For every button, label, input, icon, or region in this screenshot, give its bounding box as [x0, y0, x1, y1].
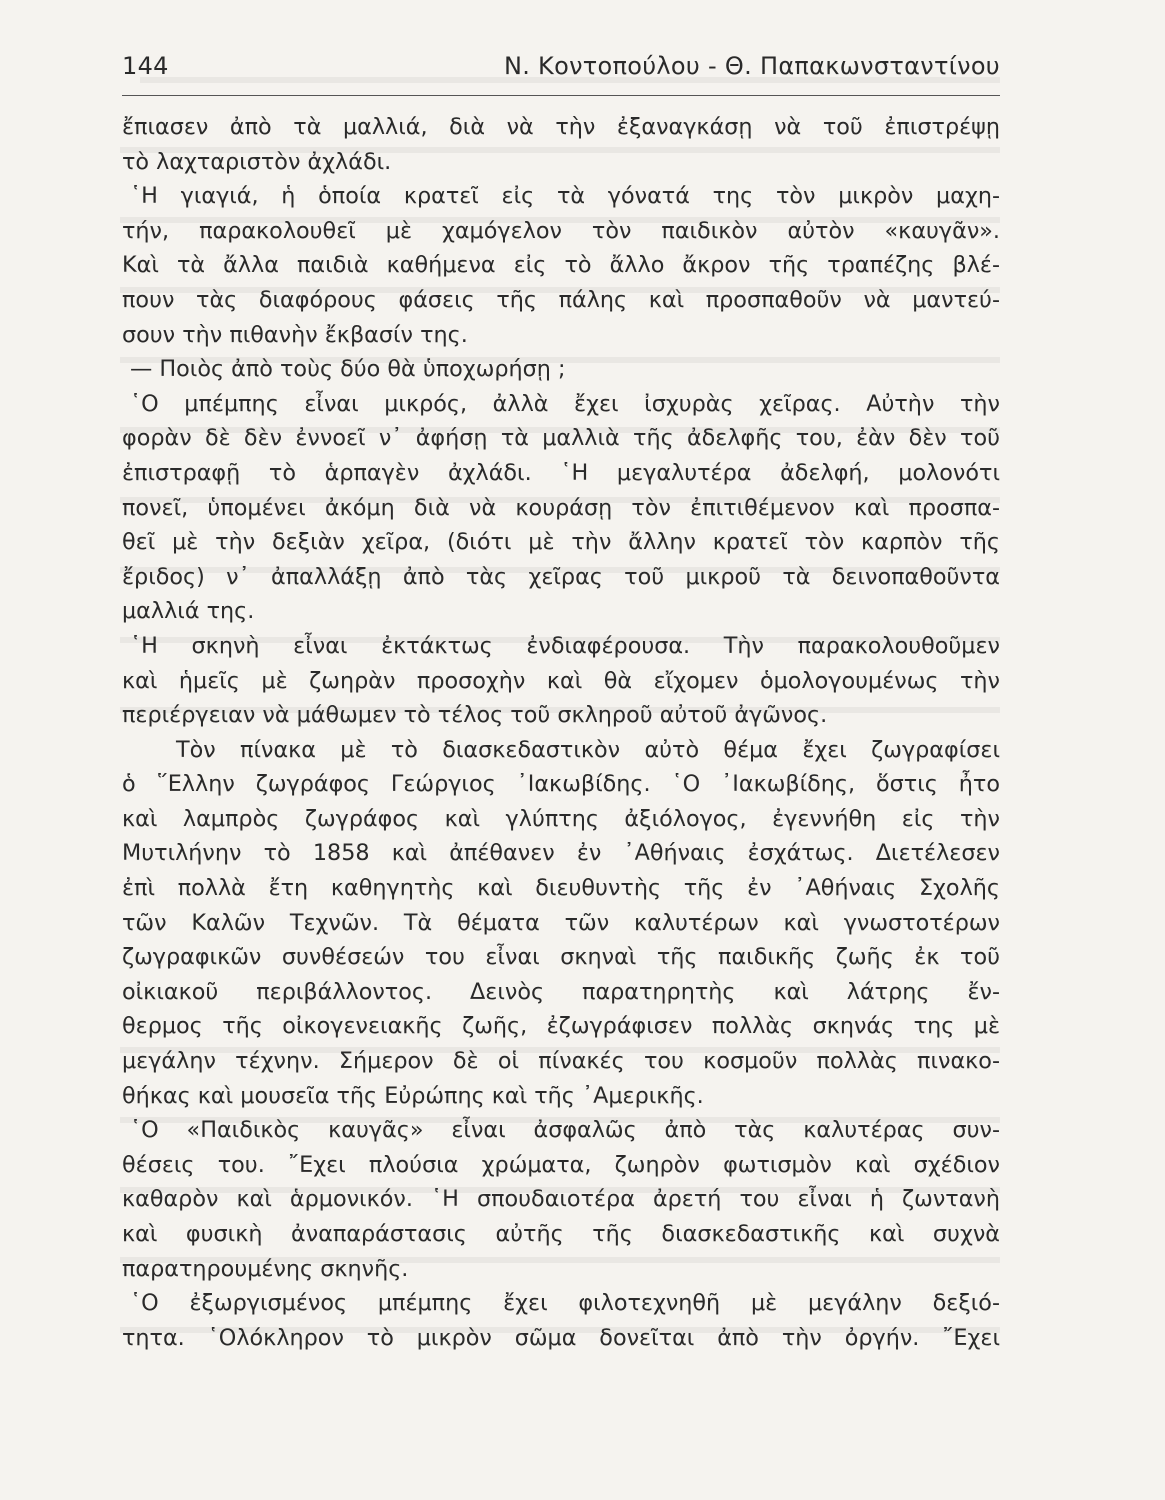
- text-line: φορὰν δὲ δὲν ἐννοεῖ ν᾿ ἀφήσῃ τὰ μαλλιὰ τῆς ἀδελφῆς του, ἐὰν δὲν τοῦ: [122, 425, 1000, 452]
- text-line: περιέργειαν νὰ μάθωμεν τὸ τέλος τοῦ σκληροῦ αὐτοῦ ἀγῶνος.: [122, 702, 828, 729]
- text-line: ῾Η σκηνὴ εἶναι ἐκτάκτως ἐνδιαφέρουσα. Τὴν παρακολουθοῦμεν: [130, 632, 1000, 659]
- text-line: ῾Ο «Παιδικὸς καυγᾶς» εἶναι ἀσφαλῶς ἀπὸ τὰς καλυτέρας συν-: [130, 1117, 1000, 1144]
- text-line: θερμος τῆς οἰκογενειακῆς ζωῆς, ἐζωγράφισεν πολλὰς σκηνάς της μὲ: [122, 1013, 1000, 1040]
- text-line: τὸ λαχταριστὸν ἀχλάδι.: [122, 148, 392, 175]
- text-line: καθαρὸν καὶ ἁρμονικόν. ῾Η σπουδαιοτέρα ἀρετή του εἶναι ἡ ζωντανὴ: [122, 1186, 1000, 1213]
- text-line: ῾Ο μπέμπης εἶναι μικρός, ἀλλὰ ἔχει ἰσχυρὰς χεῖρας. Αὐτὴν τὴν: [130, 390, 1000, 417]
- text-line: σουν τὴν πιθανὴν ἔκβασίν της.: [122, 321, 468, 348]
- text-line: ἐπιστραφῇ τὸ ἁρπαγὲν ἀχλάδι. ῾Η μεγαλυτέρα ἀδελφή, μολονότι: [122, 459, 1000, 486]
- text-line: τήν, παρακολουθεῖ μὲ χαμόγελον τὸν παιδικὸν αὐτὸν «καυγᾶν».: [122, 217, 1000, 244]
- text-line: Τὸν πίνακα μὲ τὸ διασκεδαστικὸν αὐτὸ θέμα ἔχει ζωγραφίσει: [176, 736, 1000, 763]
- text-line: ῾Ο ἐξωργισμένος μπέμπης ἔχει φιλοτεχνηθῆ μὲ μεγάλην δεξιό-: [130, 1290, 1000, 1317]
- text-line: παρατηρουμένης σκηνῆς.: [122, 1255, 409, 1282]
- body-text: [122, 110, 1000, 1355]
- header-rule: [122, 95, 1000, 96]
- text-line: οἰκιακοῦ περιβάλλοντος. Δεινὸς παρατηρητὴς καὶ λάτρης ἔν-: [122, 978, 1000, 1005]
- text-line: — Ποιὸς ἀπὸ τοὺς δύο θὰ ὑποχωρήσῃ ;: [130, 356, 566, 383]
- text-line: ἔπιασεν ἀπὸ τὰ μαλλιά, διὰ νὰ τὴν ἐξαναγκάσῃ νὰ τοῦ ἐπιστρέψῃ: [122, 114, 1000, 140]
- page-number: 144: [122, 52, 169, 80]
- text-line: ὁ ῞Ελλην ζωγράφος Γεώργιος ᾿Ιακωβίδης. ῾Ο ᾿Ιακωβίδης, ὅστις ἦτο: [122, 771, 1000, 798]
- text-line: τητα. ῾Ολόκληρον τὸ μικρὸν σῶμα δονεῖται ἀπὸ τὴν ὀργήν. ῎Εχει: [122, 1324, 1000, 1351]
- text-line: πονεῖ, ὑπομένει ἀκόμη διὰ νὰ κουράσῃ τὸν ἐπιτιθέμενον καὶ προσπα-: [122, 494, 1000, 521]
- text-line: τῶν Καλῶν Τεχνῶν. Τὰ θέματα τῶν καλυτέρων καὶ γνωστοτέρων: [122, 909, 1000, 936]
- text-line: ἔριδος) ν᾿ ἀπαλλάξῃ ἀπὸ τὰς χεῖρας τοῦ μικροῦ τὰ δεινοπαθοῦντα: [122, 563, 1000, 590]
- text-line: καὶ λαμπρὸς ζωγράφος καὶ γλύπτης ἀξιόλογος, ἐγεννήθη εἰς τὴν: [122, 805, 1000, 832]
- text-line: καὶ φυσικὴ ἀναπαράστασις αὐτῆς τῆς διασκεδαστικῆς καὶ συχνὰ: [122, 1221, 1000, 1247]
- text-line: Μυτιλήνην τὸ 1858 καὶ ἀπέθανεν ἐν ᾿Αθήναις ἐσχάτως. Διετέλεσεν: [122, 840, 1000, 867]
- running-header: [122, 52, 1000, 92]
- text-line: θήκας καὶ μουσεῖα τῆς Εὐρώπης καὶ τῆς ᾿Αμερικῆς.: [122, 1082, 704, 1109]
- text-line: θεῖ μὲ τὴν δεξιὰν χεῖρα, (διότι μὲ τὴν ἄλλην κρατεῖ τὸν καρπὸν τῆς: [122, 529, 1000, 556]
- text-line: καὶ ἡμεῖς μὲ ζωηρὰν προσοχὴν καὶ θὰ εἴχομεν ὁμολογουμένως τὴν: [122, 667, 1000, 694]
- text-line: ἐπὶ πολλὰ ἔτη καθηγητὴς καὶ διευθυντὴς τῆς ἐν ᾿Αθήναις Σχολῆς: [122, 875, 1000, 902]
- text-line: θέσεις του. ῎Εχει πλούσια χρώματα, ζωηρὸν φωτισμὸν καὶ σχέδιον: [122, 1151, 1000, 1178]
- text-line: πουν τὰς διαφόρους φάσεις τῆς πάλης καὶ προσπαθοῦν νὰ μαντεύ-: [122, 286, 1000, 313]
- text-line: Καὶ τὰ ἄλλα παιδιὰ καθήμενα εἰς τὸ ἄλλο ἄκρον τῆς τραπέζης βλέ-: [122, 252, 1000, 279]
- text-line: ζωγραφικῶν συνθέσεών του εἶναι σκηναὶ τῆς παιδικῆς ζωῆς ἐκ τοῦ: [122, 944, 1000, 971]
- header-authors: Ν. Κοντοπούλου - Θ. Παπακωνσταντίνου: [503, 52, 1000, 80]
- text-line: μαλλιά της.: [122, 598, 255, 625]
- text-line: μεγάλην τέχνην. Σήμερον δὲ οἱ πίνακές του κοσμοῦν πολλὰς πινακο-: [122, 1048, 1000, 1075]
- text-line: ῾Η γιαγιά, ἡ ὁποία κρατεῖ εἰς τὰ γόνατά της τὸν μικρὸν μαχη-: [130, 183, 1000, 210]
